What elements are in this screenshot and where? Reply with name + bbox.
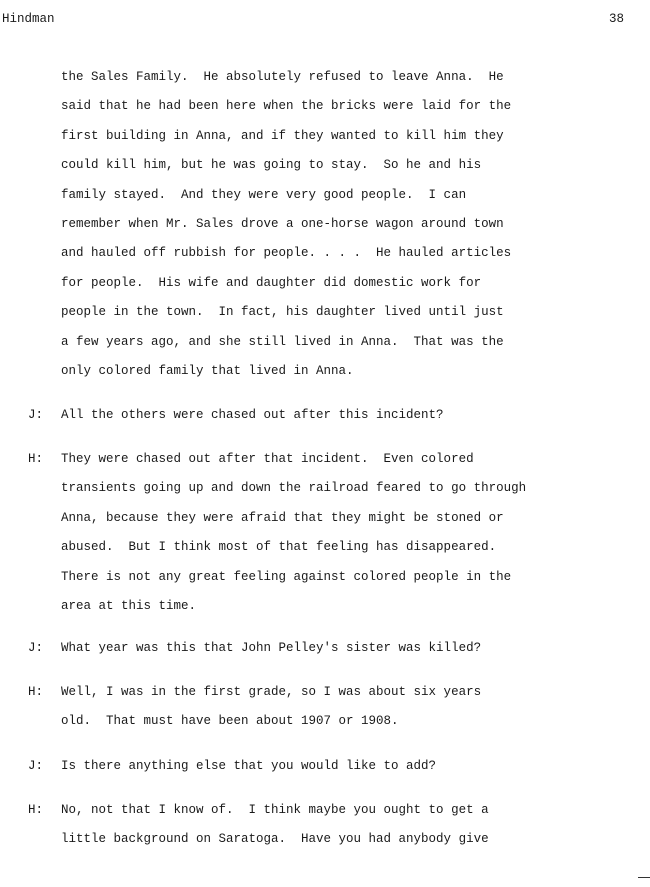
exchange-answer [0, 445, 650, 621]
header-interviewee-name: Hindman [2, 12, 55, 26]
speaker-label: J: [28, 408, 44, 422]
text-line: little background on Saratoga. Have you had anybody give [61, 832, 489, 847]
header-page-number: 38 [608, 12, 624, 26]
speaker-label: J: [28, 641, 44, 655]
speaker-label: J: [28, 759, 44, 773]
text-line: abused. But I think most of that feeling has disappeared. [61, 540, 497, 555]
text-line: Well, I was in the first grade, so I was about six years [61, 685, 482, 699]
text-line: people in the town. In fact, his daughter lived until just [61, 305, 504, 320]
exchange-question [0, 634, 650, 663]
text-line: transients going up and down the railroad feared to go through [61, 481, 527, 496]
text-line: old. That must have been about 1907 or 1908. [61, 714, 399, 729]
text-line: area at this time. [61, 599, 197, 614]
text-line: They were chased out after that incident. Even colored [61, 452, 474, 466]
text-line: Is there anything else that you would like to add? [61, 759, 437, 773]
text-line: What year was this that John Pelley's sister was killed? [61, 641, 482, 655]
exchange-answer [0, 796, 650, 855]
text-line: No, not that I know of. I think maybe you ought to get a [61, 803, 489, 817]
text-line: first building in Anna, and if they wanted to kill him they [61, 128, 504, 143]
text-line: remember when Mr. Sales drove a one-horse wagon around town [61, 217, 504, 232]
text-line: a few years ago, and she still lived in Anna. That was the [61, 334, 504, 349]
text-line: said that he had been here when the bricks were laid for the [61, 99, 512, 114]
page-edge-mark [638, 877, 650, 878]
text-line: only colored family that lived in Anna. [61, 364, 354, 379]
text-line: could kill him, but he was going to stay. So he and his [61, 158, 482, 173]
speaker-label: H: [28, 685, 44, 699]
text-line: There is not any great feeling against colored people in the [61, 569, 512, 584]
speaker-label: H: [28, 803, 44, 817]
text-line: the Sales Family. He absolutely refused to leave Anna. He [61, 70, 504, 84]
continuation-paragraph [0, 63, 650, 386]
text-line: family stayed. And they were very good people. I can [61, 187, 467, 202]
exchange-question [0, 401, 650, 430]
text-line: Anna, because they were afraid that they might be stoned or [61, 510, 504, 525]
text-line: for people. His wife and daughter did domestic work for [61, 275, 482, 290]
text-line: All the others were chased out after this incident? [61, 408, 444, 422]
exchange-answer [0, 678, 650, 737]
text-line: and hauled off rubbish for people. . . . He hauled articles [61, 246, 512, 261]
exchange-question [0, 752, 650, 781]
speaker-label: H: [28, 452, 44, 466]
